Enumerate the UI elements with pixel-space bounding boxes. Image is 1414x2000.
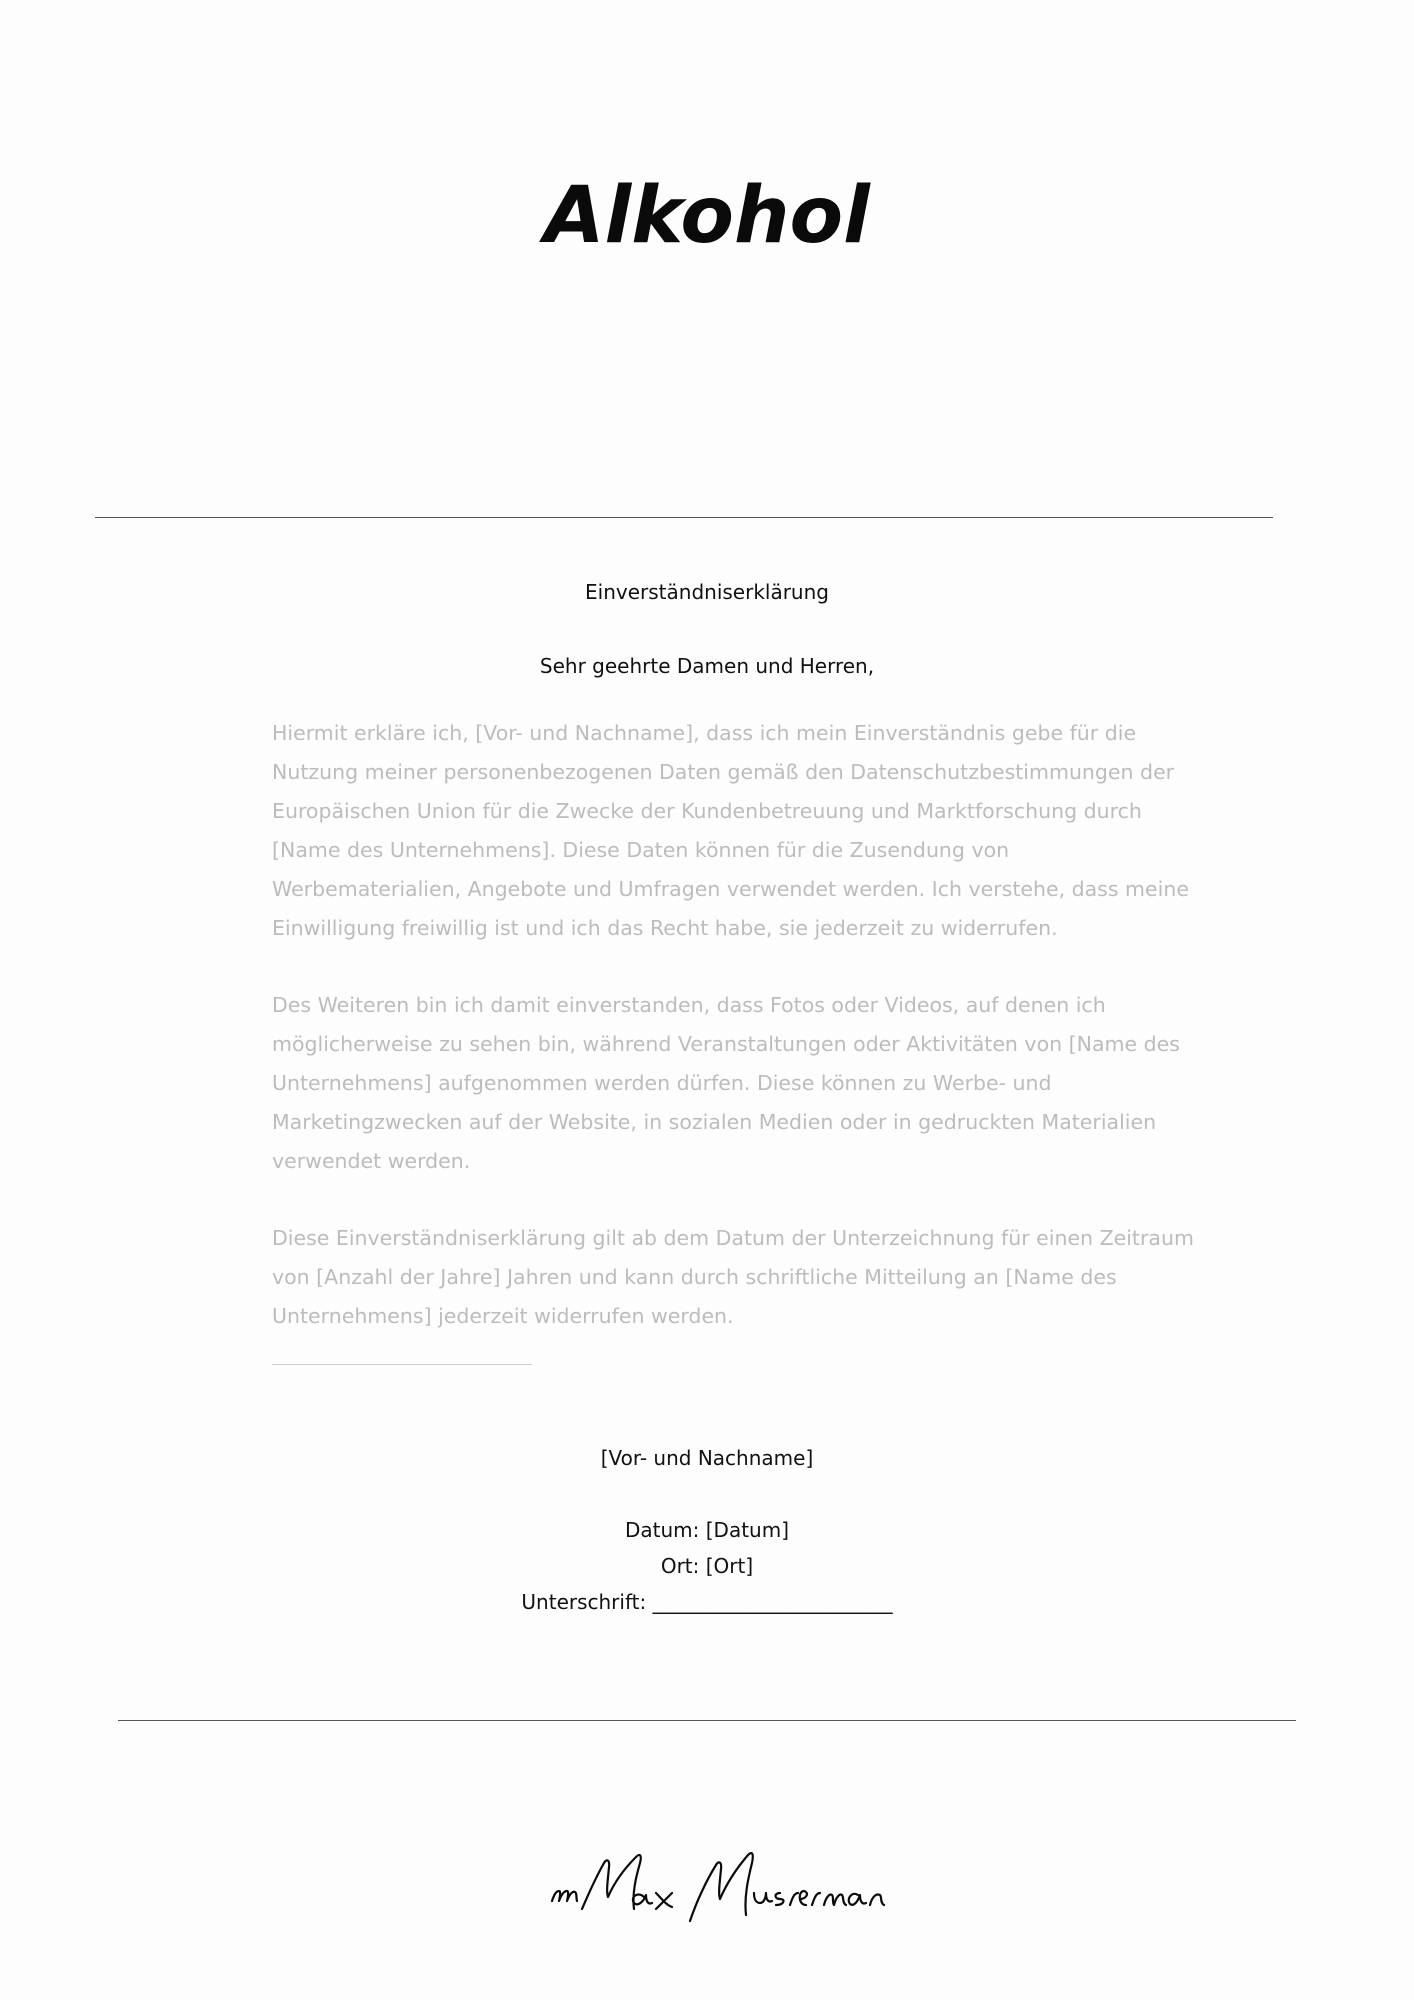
document-title: Alkohol: [544, 171, 870, 261]
paragraph-validity: Diese Einverständniserklärung gilt ab dem Datum der Unterzeichnung für einen Zeitraum von [Anzahl der Jahre] Jahren und kann durch schriftliche Mitteilung an [Name des Unternehmens] jederzeit widerrufen werden.: [272, 1226, 1194, 1328]
place-line: Ort: [Ort]: [660, 1554, 754, 1578]
signature-stroke-usrerman: [754, 1891, 884, 1905]
salutation: Sehr geehrte Damen und Herren,: [539, 654, 875, 678]
document-heading: Einverständniserklärung: [585, 580, 829, 604]
signature-stroke-ax: [633, 1893, 672, 1909]
name-placeholder: [Vor- und Nachname]: [600, 1446, 814, 1470]
signature-line: Unterschrift: ________________________: [521, 1590, 893, 1614]
paragraph-consent-media: Des Weiteren bin ich damit einverstanden, dass Fotos oder Videos, auf denen ich möglicherweise zu sehen bin, während Veranstaltungen oder Aktivitäten von [Name des Unternehmens] aufgenommen werden dürfen. Diese können zu Werbe- und Marketingzwecken auf der Website, in sozialen Medien oder in gedruckten Materialien verwendet werden.: [272, 993, 1180, 1173]
signature-stroke-m: [552, 1891, 577, 1901]
paragraph-consent-data: Hiermit erkläre ich, [Vor- und Nachname], dass ich mein Einverständnis gebe für die Nutzung meiner personenbezogenen Daten gemäß den Datenschutzbestimmungen der Europäischen Union für die Zwecke der Kundenbetreuung und Marktforschung durch [Name des Unternehmens]. Diese Daten können für die Zusendung von Werbematerialien, Angebote und Umfragen verwendet werden. Ich verstehe, dass meine Einwilligung freiwillig ist und ich das Recht habe, sie jederzeit zu widerrufen.: [272, 721, 1189, 940]
handwritten-signature: [540, 1835, 920, 1925]
paragraph-separator-line: [272, 1364, 532, 1365]
signature-stroke-M2: [690, 1853, 753, 1921]
top-divider: [95, 517, 1273, 518]
bottom-divider: [118, 1720, 1296, 1721]
date-line: Datum: [Datum]: [624, 1518, 789, 1542]
